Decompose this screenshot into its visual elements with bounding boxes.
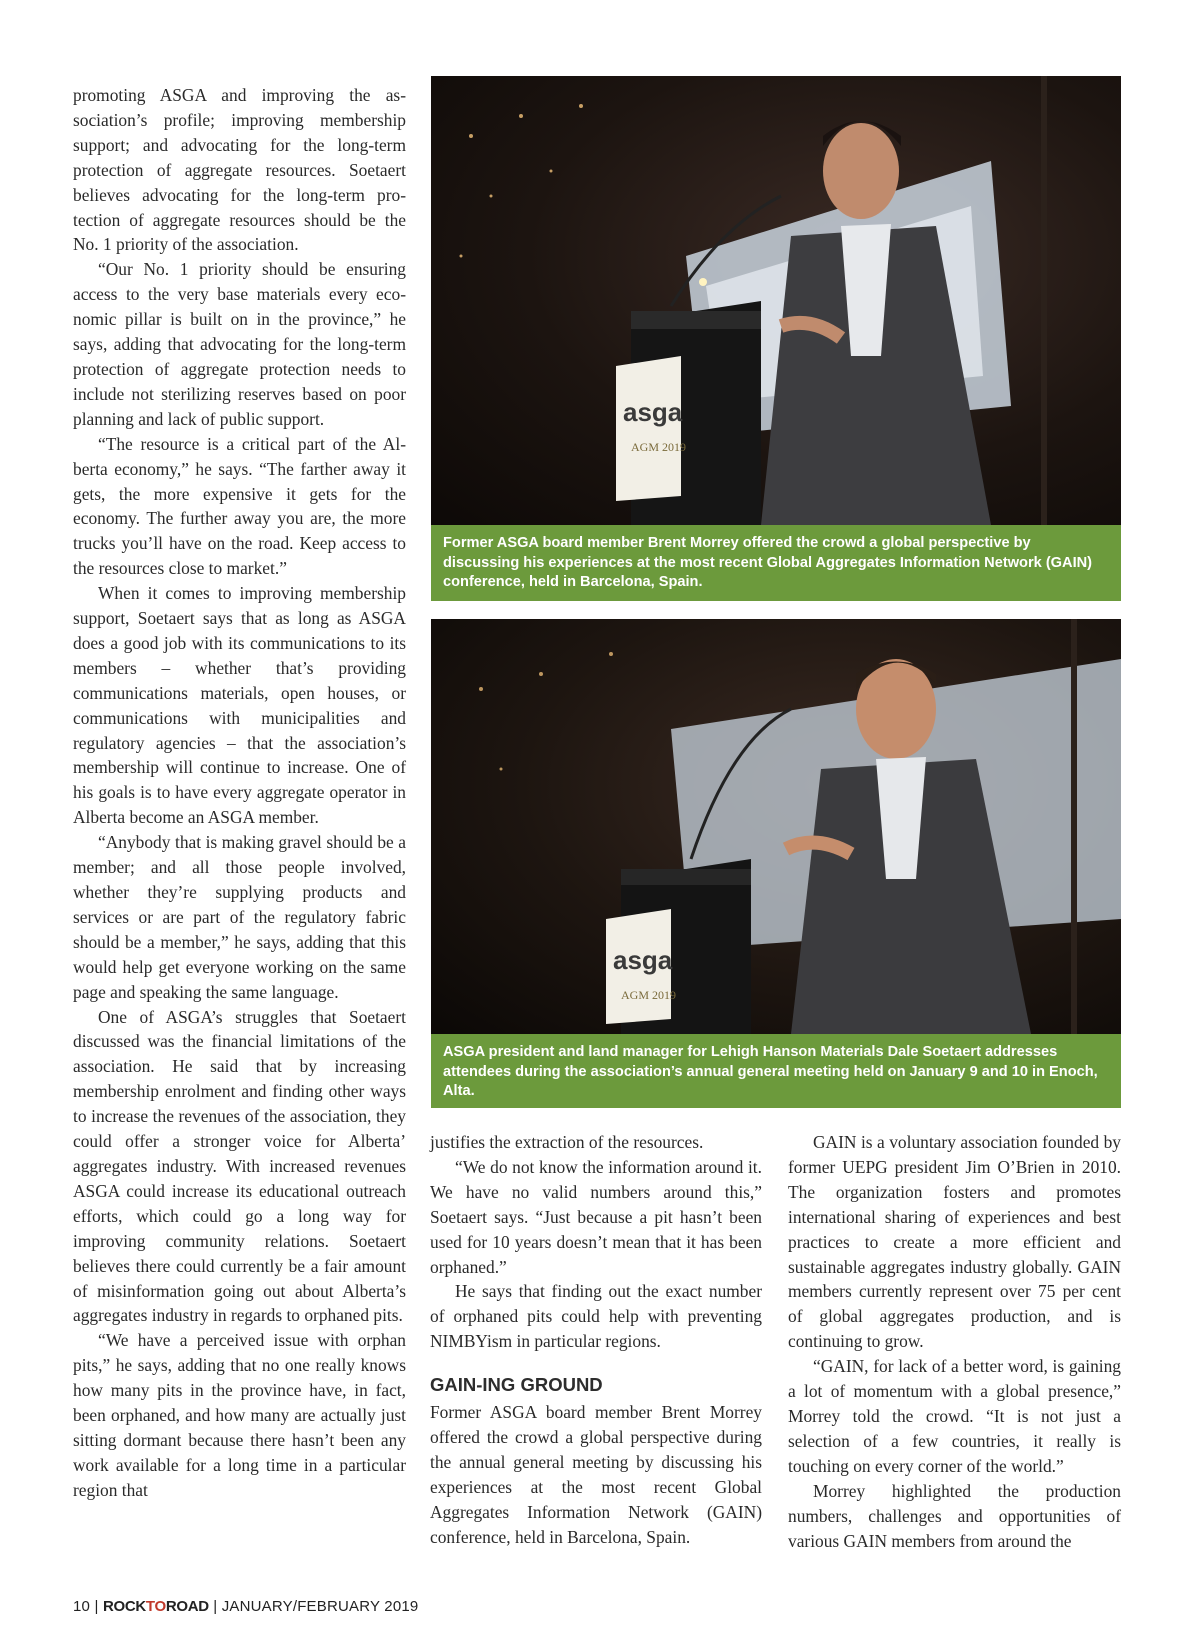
- paragraph: “GAIN, for lack of a better word, is gaining a lot of momentum with a global presence,” Morrey told the crowd. “It is not just a selection of a few countries, it really is touching on every corner of the world.”: [788, 1356, 1121, 1476]
- article-column-2: [430, 1130, 762, 1550]
- paragraph: justifies the extraction of the resources.: [430, 1132, 704, 1152]
- podium-asga-logo: asga: [623, 397, 683, 427]
- photo-caption-2: ASGA president and land manager for Lehigh Hanson Materials Dale Soetaert addresses attendees during the association’s annual general meeting held on January 9 and 10 in Enoch, Alta.: [431, 1034, 1121, 1108]
- paragraph: “The resource is a critical part of the Alberta economy,” he says. “The farther away it gets, the more expensive it gets for the economy. The further away you are, the more trucks you’ll have on the road. Keep access to the resources close to market.”: [73, 433, 406, 579]
- page-footer: [73, 1598, 418, 1615]
- page-number: 10: [73, 1598, 91, 1615]
- section-subhead: GAIN-ING GROUND: [430, 1374, 603, 1396]
- photo-brent-morrey-speaking: [431, 76, 1121, 525]
- paragraph: “Anybody that is making gravel should be a member; and all those people involved, whether they’re supplying products and services or are part of the regulatory fabric should be a member,” he says, adding that this would help get everyone working on the same page and speaking the same language.: [73, 832, 406, 1002]
- brand-to: TO: [145, 1598, 166, 1615]
- paragraph: “We do not know the information around it. We have no valid numbers around this,” Soetaert says. “Just because a pit hasn’t been used for 10 years doesn’t mean that it has been orphaned.”: [430, 1156, 762, 1277]
- podium-agm-2019: AGM 2019: [631, 440, 687, 454]
- paragraph: promoting ASGA and improving the association’s profile; improving membership support; and advocating for the long-term protection of aggregate resources. Soetaert believes advocating for the long-term protection of aggregate resources should be the No. 1 priority of the association.: [73, 85, 406, 255]
- photo-dale-soetaert-speaking: [431, 619, 1121, 1034]
- photo-caption-1: Former ASGA board member Brent Morrey offered the crowd a global perspective by discussing his experiences at the most recent Global Aggregates Information Network (GAIN) conference, held in Barcelona, Spain.: [431, 525, 1121, 601]
- paragraph: He says that finding out the exact number of orphaned pits could help with preventing NIMBYism in particular regions.: [430, 1281, 762, 1352]
- issue-date: JANUARY/FEBRUARY 2019: [221, 1598, 419, 1615]
- footer-divider: |: [94, 1598, 103, 1615]
- magazine-brand: [103, 1598, 209, 1615]
- photo-illustration: [431, 76, 1121, 525]
- paragraph: Morrey highlighted the production numbers, challenges and opportunities of various GAIN members from around the: [788, 1480, 1121, 1551]
- brand-rock: ROCK: [102, 1598, 146, 1615]
- paragraph: “Our No. 1 priority should be ensuring access to the very base materials every economic pillar is built on in the province,” he says, adding that advocating for the long-term protection of aggregate protection needs to include not sterilizing reserves based on poor planning and lack of public support.: [73, 259, 406, 429]
- podium-asga-logo: asga: [613, 945, 673, 975]
- paragraph: One of ASGA’s struggles that Soetaert discussed was the financial limitations of the association. He said that by increasing membership enrolment and finding other ways to increase the revenues of the association, they could offer a stronger voice for Alberta’ aggregates industry. With increased revenues ASGA could increase its educational outreach efforts, which could go a long way for improving community relations. Soetaert believes there could currently be a fair amount of misinformation going out about Alberta’s aggregates industry in regards to orphaned pits.: [73, 1006, 406, 1326]
- brand-road: ROAD: [165, 1598, 209, 1615]
- footer-divider: |: [213, 1598, 222, 1615]
- paragraph: Former ASGA board member Brent Morrey offered the crowd a global perspective during the annual general meeting by discussing his experiences at the most recent Global Aggregates Information Network (GAIN) conference, held in Barcelona, Spain.: [430, 1402, 762, 1547]
- paragraph: When it comes to improving membership support, Soetaert says that as long as ASGA does a good job with its communications to its members – whether that’s providing communications materials, open houses, or communications with municipalities and regulatory agencies – that the association’s membership will continue to increase. One of his goals is to have every aggregate operator in Alberta become an ASGA member.: [73, 583, 406, 828]
- paragraph: “We have a perceived issue with orphan pits,” he says, adding that no one really knows how many pits in the province have, in fact, been orphaned, and how many are actually just sitting dormant because there hasn’t been any work available for a long time in a particular region that: [73, 1330, 406, 1500]
- podium-agm-2019: AGM 2019: [621, 988, 677, 1002]
- article-column-3: [788, 1130, 1121, 1553]
- photo-illustration: [431, 619, 1121, 1034]
- article-column-1: [73, 83, 406, 1503]
- paragraph: GAIN is a voluntary association founded by former UEPG president Jim O’Brien in 2010. The organization fosters and promotes international sharing of experiences and best practices to create a more efficient and sustainable aggregates industry globally. GAIN members currently represent over 75 per cent of global aggregates production, and is continuing to grow.: [788, 1132, 1121, 1352]
